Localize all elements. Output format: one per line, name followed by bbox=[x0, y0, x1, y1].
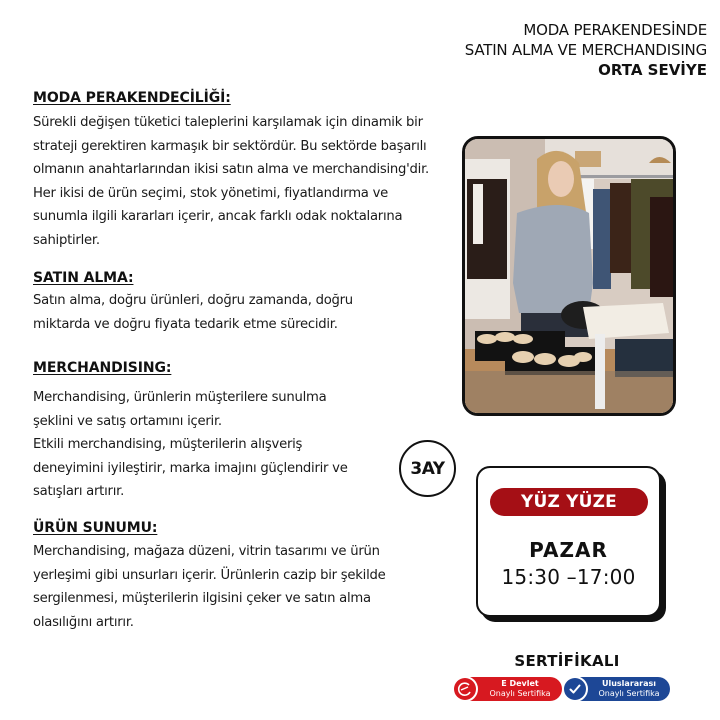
body-line: strateji gerektiren karmaşık bir sektördür. Bu sektörde başarılı bbox=[33, 138, 427, 154]
course-title bbox=[465, 20, 707, 80]
section-heading: ÜRÜN SUNUMU: bbox=[33, 520, 158, 536]
body-line: sunumla ilgili kararları içerir, ancak farklı odak noktalarına bbox=[33, 209, 403, 224]
certificate-subtitle: Onaylı Sertifika bbox=[598, 689, 660, 698]
section-heading: MODA PERAKENDECİLİĞİ: bbox=[33, 90, 231, 106]
section-body bbox=[33, 111, 453, 252]
body-line: olasılığını artırır. bbox=[33, 614, 134, 630]
body-line: satışları artırır. bbox=[33, 484, 125, 499]
body-line: olmanın anahtarlarından ikisi satın alma ve merchandising'dir. bbox=[33, 162, 429, 177]
boutique-photo bbox=[462, 136, 676, 416]
certificate-title: E Devlet bbox=[501, 679, 539, 688]
course-title-line2: SATIN ALMA VE MERCHANDISING bbox=[464, 41, 707, 59]
schedule-card bbox=[476, 466, 661, 617]
checkmark-icon bbox=[562, 676, 588, 702]
body-line: Etkili merchandising, müşterilerin alışveriş bbox=[33, 437, 303, 452]
body-line: şeklini ve satış ortamını içerir. bbox=[33, 413, 222, 429]
e-devlet-logo-icon bbox=[452, 676, 478, 702]
body-line: sahiptirler. bbox=[33, 232, 100, 248]
section-purchasing bbox=[33, 270, 453, 336]
section-body bbox=[33, 386, 453, 504]
body-line: miktarda ve doğru fiyata tedarik etme sürecidir. bbox=[33, 316, 338, 332]
duration-badge: 3AY bbox=[399, 440, 456, 497]
course-title-line1: MODA PERAKENDESİNDE bbox=[523, 21, 707, 39]
edevlet-certificate-badge bbox=[456, 677, 562, 701]
body-line: Satın alma, doğru ürünleri, doğru zamanda, doğru bbox=[33, 293, 353, 308]
course-level: ORTA SEVİYE bbox=[598, 61, 707, 79]
certification-title: SERTİFİKALI bbox=[514, 652, 620, 670]
certificate-subtitle: Onaylı Sertifika bbox=[489, 689, 551, 698]
format-pill: YÜZ YÜZE bbox=[490, 488, 648, 516]
body-line: Her ikisi de ürün seçimi, stok yönetimi, fiyatlandırma ve bbox=[33, 185, 388, 201]
section-fashion-retail bbox=[33, 90, 453, 252]
section-merchandising bbox=[33, 360, 453, 504]
schedule-time: 15:30 –17:00 bbox=[501, 565, 636, 589]
section-heading: SATIN ALMA: bbox=[33, 270, 134, 286]
body-line: Sürekli değişen tüketici taleplerini karşılamak için dinamik bir bbox=[33, 115, 423, 130]
section-body bbox=[33, 289, 453, 336]
body-line: Merchandising, ürünlerin müşterilere sunulma bbox=[33, 390, 327, 405]
certificate-title: Uluslararası bbox=[601, 679, 657, 688]
photo-illustration bbox=[465, 139, 673, 413]
body-line: yerleşimi gibi unsurları içerir. Ürünlerin cazip bir şekilde bbox=[33, 567, 386, 583]
schedule-day: PAZAR bbox=[529, 538, 608, 562]
section-product-presentation bbox=[33, 520, 453, 634]
certificate-label bbox=[588, 679, 670, 699]
body-line: Merchandising, mağaza düzeni, vitrin tasarımı ve ürün bbox=[33, 544, 380, 559]
section-body bbox=[33, 540, 453, 634]
body-line: sergilenmesi, müşterilerin ilgisini çeker ve satın alma bbox=[33, 591, 371, 606]
certificate-label bbox=[478, 679, 562, 699]
international-certificate-badge bbox=[566, 677, 670, 701]
body-line: deneyimini iyileştirir, marka imajını güçlendirir ve bbox=[33, 460, 348, 476]
section-heading: MERCHANDISING: bbox=[33, 360, 172, 376]
